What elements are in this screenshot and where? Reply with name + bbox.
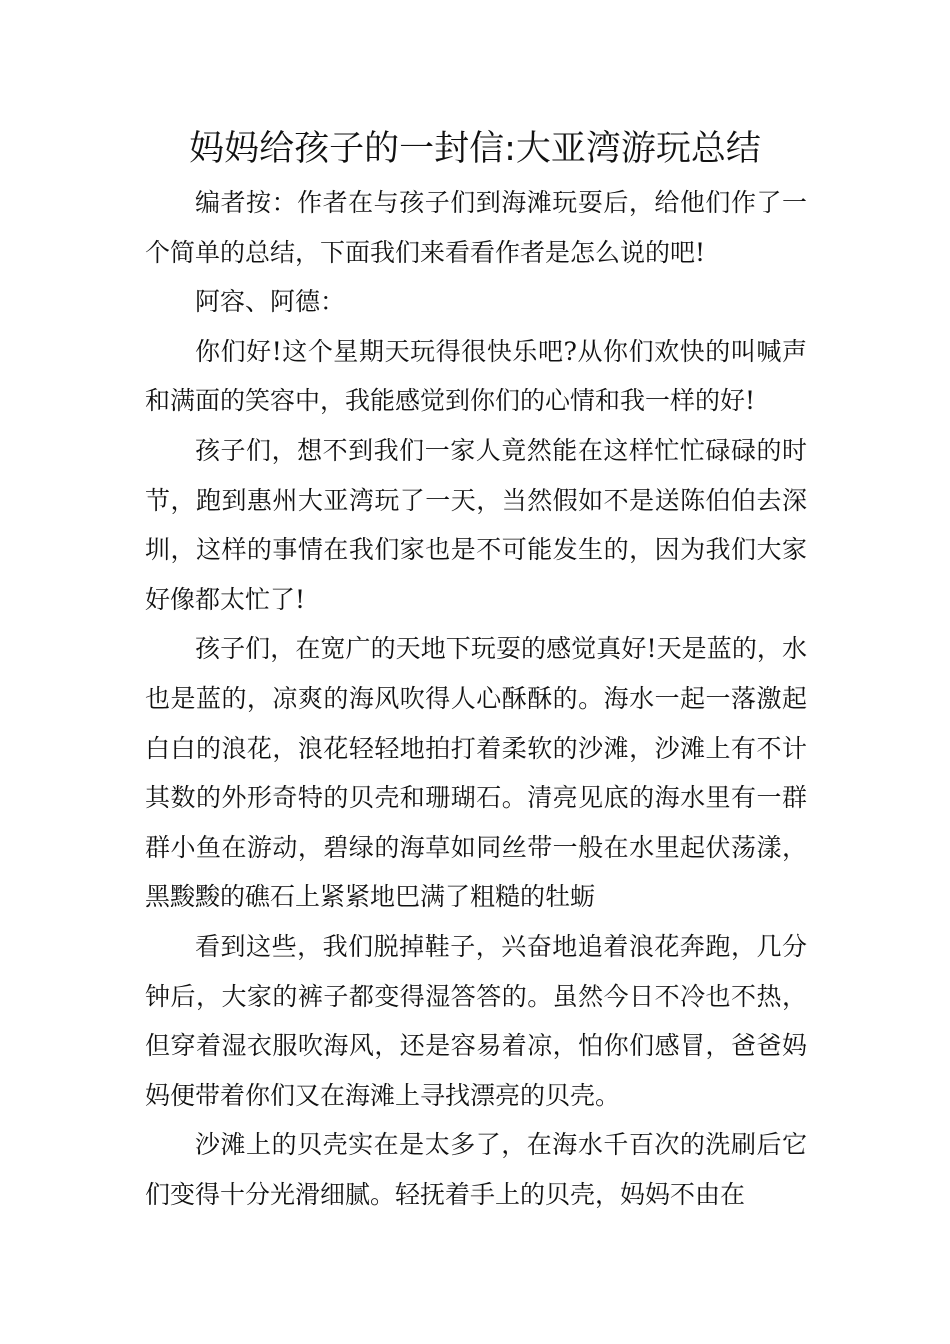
body-paragraph: 孩子们，在宽广的天地下玩耍的感觉真好!天是蓝的，水也是蓝的，凉爽的海风吹得人心酥酥的。海水一起一落激起白白的浪花，浪花轻轻地拍打着柔软的沙滩，沙滩上有不计其数的外形奇特的贝壳和珊瑚石。清亮见底的海水里有一群群小鱼在游动，碧绿的海草如同丝带一般在水里起伏荡漾，黑黢黢的礁石上紧紧地巴满了粗糙的牡蛎 xyxy=(145,634,807,912)
greeting-paragraph: 你们好!这个星期天玩得很快乐吧?从你们欢快的叫喊声和满面的笑容中，我能感觉到你们的心情和我一样的好! xyxy=(145,336,807,416)
body-paragraph: 沙滩上的贝壳实在是太多了，在海水千百次的洗刷后它们变得十分光滑细腻。轻抚着手上的贝壳，妈妈不由在 xyxy=(145,1130,807,1209)
salutation-paragraph: 阿容、阿德： xyxy=(195,287,346,317)
document-body xyxy=(145,178,807,1219)
document-title: 妈妈给孩子的一封信:大亚湾游玩总结 xyxy=(189,129,761,169)
body-paragraph: 看到这些，我们脱掉鞋子，兴奋地追着浪花奔跑，几分钟后，大家的裤子都变得湿答答的。虽然今日不冷也不热，但穿着湿衣服吹海风，还是容易着凉，怕你们感冒，爸爸妈妈便带着你们又在海滩上寻找漂亮的贝壳。 xyxy=(145,931,807,1110)
editor-note-paragraph: 编者按：作者在与孩子们到海滩玩耍后，给他们作了一个简单的总结，下面我们来看看作者是怎么说的吧! xyxy=(145,188,807,267)
body-paragraph: 孩子们，想不到我们一家人竟然能在这样忙忙碌碌的时节，跑到惠州大亚湾玩了一天，当然假如不是送陈伯伯去深圳，这样的事情在我们家也是不可能发生的，因为我们大家好像都太忙了! xyxy=(145,435,807,614)
